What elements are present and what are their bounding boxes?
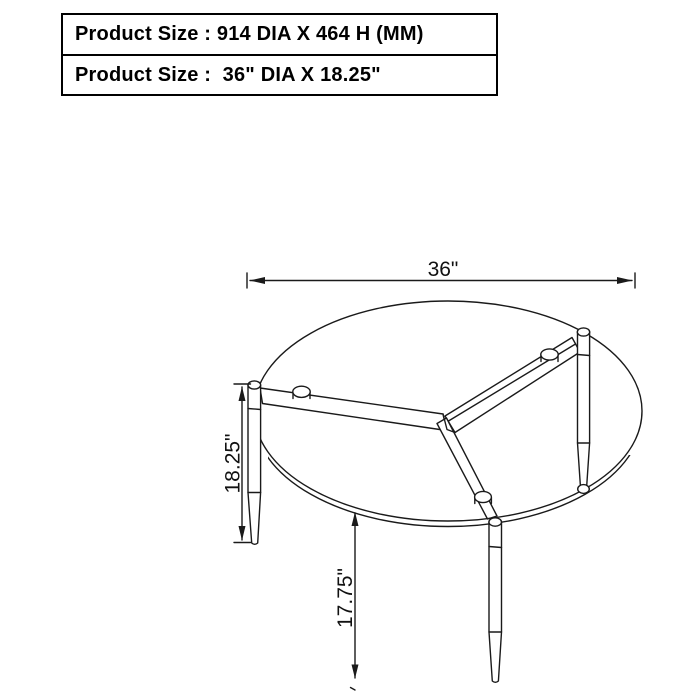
leg-height-dimension-label: 17.75" bbox=[334, 567, 357, 629]
arrowhead-down bbox=[352, 665, 359, 679]
right-leg-foot bbox=[578, 485, 590, 494]
table-height-dimension-label: 18.25" bbox=[221, 433, 245, 494]
arrowhead-right bbox=[617, 277, 633, 284]
arrowhead-left bbox=[250, 277, 266, 284]
arrowhead-down bbox=[239, 526, 246, 541]
front-puck bbox=[475, 491, 492, 502]
frame-right-bar bbox=[445, 338, 580, 433]
left-leg-cap bbox=[248, 381, 261, 389]
arrowhead-up bbox=[239, 387, 246, 402]
frame-front-bar bbox=[437, 418, 497, 519]
frame-left-bar bbox=[260, 388, 447, 431]
product-size-row-inch: Product Size : 36" DIA X 18.25" bbox=[63, 54, 496, 94]
drawing-lines bbox=[222, 258, 643, 690]
right-leg-cap bbox=[577, 328, 589, 336]
right-puck bbox=[541, 349, 558, 360]
front-leg bbox=[489, 518, 502, 683]
top-width-dimension-label: 36" bbox=[427, 258, 459, 281]
left-puck bbox=[293, 386, 310, 397]
product-size-row-mm: Product Size : 914 DIA X 464 H (MM) bbox=[75, 23, 424, 45]
bottom-dimension-tick bbox=[351, 688, 356, 691]
left-leg bbox=[248, 381, 261, 544]
table-frame bbox=[260, 338, 580, 520]
right-leg bbox=[577, 328, 589, 494]
front-leg-cap bbox=[489, 518, 502, 526]
